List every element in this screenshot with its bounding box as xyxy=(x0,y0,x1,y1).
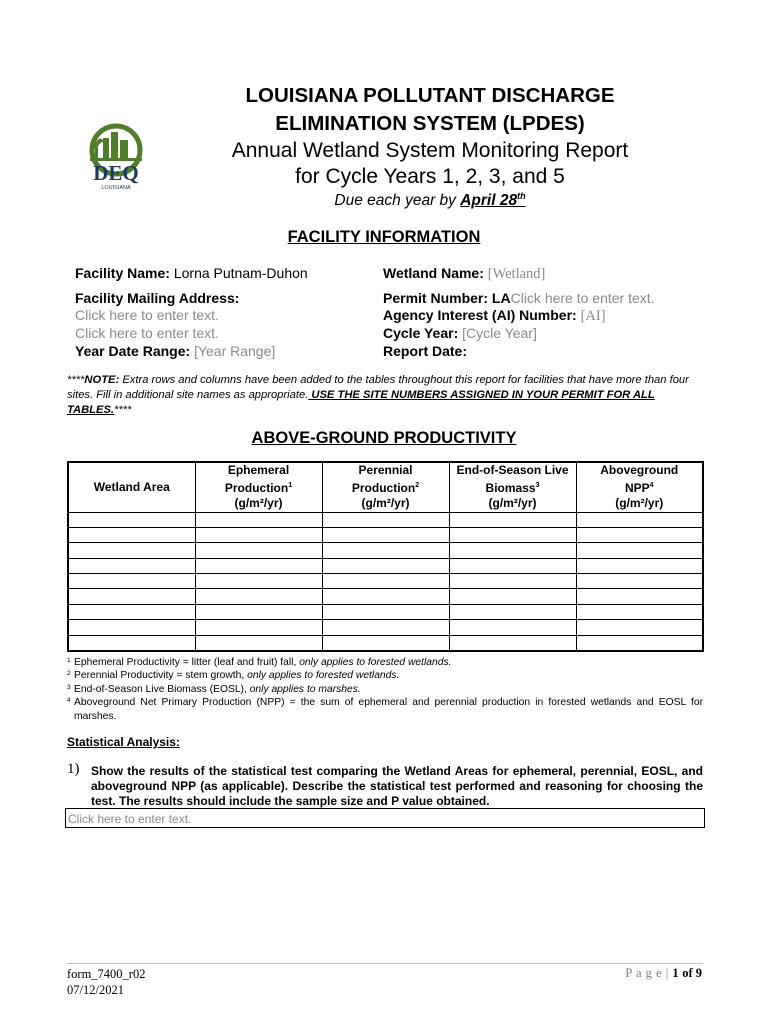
column-header-2: Perennial Production$^2$ (g/m²/yr) xyxy=(322,462,449,512)
statistical-analysis-heading: Statistical Analysis: xyxy=(67,735,180,749)
productivity-table xyxy=(67,461,704,652)
table-cell[interactable] xyxy=(322,512,449,527)
table-cell[interactable] xyxy=(195,527,322,542)
question-1-number: 1) xyxy=(67,761,80,777)
logo-subtext: LOUISIANA xyxy=(101,185,131,191)
table-cell[interactable] xyxy=(68,512,195,527)
table-cell[interactable] xyxy=(68,620,195,635)
wetland-name-label: Wetland Name: xyxy=(383,265,484,281)
table-cell[interactable] xyxy=(68,635,195,650)
table-cell[interactable] xyxy=(576,543,703,558)
table-cell[interactable] xyxy=(195,604,322,619)
table-cell[interactable] xyxy=(68,589,195,604)
table-row xyxy=(68,512,703,527)
cycle-year-row xyxy=(383,325,537,341)
question-1-text: Show the results of the statistical test comparing the Wetland Areas for ephemeral, perennial, EOSL, and aboveground NPP (as applicable). Describe the statistical test performed and reasoning for choosing the test. The results should include the sample size and P value obtained. xyxy=(91,764,703,809)
question-1-answer-field[interactable]: Click here to enter text. xyxy=(65,808,705,828)
year-range-label: Year Date Range: xyxy=(75,343,191,359)
table-row xyxy=(68,574,703,589)
facility-name-value[interactable]: Lorna Putnam-Duhon xyxy=(173,265,308,281)
table-cell[interactable] xyxy=(195,543,322,558)
tables-note: ****NOTE: Extra rows and columns have been added to the tables throughout this report for facilities that have more than four sites. Fill in additional site names as appropriate. USE THE SITE NUMBERS ASSIGNED IN YOUR PERMIT FOR ALL TABLES.**** xyxy=(67,374,689,416)
due-date: April 28th xyxy=(460,191,526,210)
table-body xyxy=(68,512,703,651)
page-current: 1 xyxy=(672,966,679,980)
permit-prefix: LA xyxy=(491,290,511,306)
footer-divider xyxy=(67,963,703,964)
column-header-0: Wetland Area xyxy=(68,462,195,512)
table-cell[interactable] xyxy=(195,558,322,573)
title-line-2: ELIMINATION SYSTEM (LPDES) xyxy=(275,112,585,135)
table-cell[interactable] xyxy=(322,527,449,542)
table-cell[interactable] xyxy=(449,620,576,635)
table-cell[interactable] xyxy=(576,635,703,650)
table-cell[interactable] xyxy=(449,512,576,527)
footnote-3: 3 End-of-Season Live Biomass (EOSL), only applies to marshes. xyxy=(67,683,361,695)
facility-name-row xyxy=(75,265,308,281)
table-cell[interactable] xyxy=(449,589,576,604)
table-cell[interactable] xyxy=(322,620,449,635)
permit-number-field[interactable]: Click here to enter text. xyxy=(510,290,655,306)
table-cell[interactable] xyxy=(322,635,449,650)
footnote-1: 1 Ephemeral Productivity = litter (leaf and fruit) fall, only applies to forested wetlands. xyxy=(67,657,452,668)
page-number: P a g e | 1 of 9 xyxy=(625,966,702,980)
table-cell[interactable] xyxy=(576,620,703,635)
table-row xyxy=(68,543,703,558)
table-cell[interactable] xyxy=(322,574,449,589)
cycle-year-field[interactable]: [Cycle Year] xyxy=(462,325,537,341)
table-cell[interactable] xyxy=(322,558,449,573)
table-cell[interactable] xyxy=(322,543,449,558)
wetland-name-row xyxy=(383,265,545,283)
table-row xyxy=(68,620,703,635)
table-cell[interactable] xyxy=(576,604,703,619)
column-header-4: Aboveground NPP$^4$ (g/m²/yr) xyxy=(576,462,703,512)
table-cell[interactable] xyxy=(449,527,576,542)
title-line-1: LOUISIANA POLLUTANT DISCHARGE xyxy=(245,84,615,107)
logo-text: DEQ xyxy=(93,161,139,185)
permit-number-label: Permit Number: xyxy=(383,290,489,306)
table-cell[interactable] xyxy=(449,574,576,589)
page-total: of 9 xyxy=(682,966,702,980)
table-cell[interactable] xyxy=(576,574,703,589)
form-id: form_7400_r02 07/12/2021 xyxy=(67,967,146,997)
table-cell[interactable] xyxy=(576,589,703,604)
table-header-row xyxy=(68,462,703,512)
above-ground-productivity-heading: ABOVE-GROUND PRODUCTIVITY xyxy=(251,429,517,447)
deq-logo xyxy=(80,120,152,192)
table-cell[interactable] xyxy=(195,589,322,604)
table-cell[interactable] xyxy=(68,543,195,558)
year-range-field[interactable]: [Year Range] xyxy=(194,343,276,359)
due-date-line: Due each year by April 28th xyxy=(334,191,526,210)
footnote-4: 4 Aboveground Net Primary Production (NPP) = the sum of ephemeral and perennial production in forested wetlands and EOSL for marshes. xyxy=(67,697,703,722)
table-cell[interactable] xyxy=(322,604,449,619)
footnote-2: 2 Perennial Productivity = stem growth, only applies to forested wetlands. xyxy=(67,670,400,682)
mailing-address-line-1[interactable]: Click here to enter text. xyxy=(75,307,219,323)
table-cell[interactable] xyxy=(68,527,195,542)
subtitle-line-2: for Cycle Years 1, 2, 3, and 5 xyxy=(295,165,565,188)
table-cell[interactable] xyxy=(195,635,322,650)
table-cell[interactable] xyxy=(68,558,195,573)
subtitle-line-1: Annual Wetland System Monitoring Report xyxy=(231,139,629,162)
table-row xyxy=(68,604,703,619)
wetland-name-field[interactable]: [Wetland] xyxy=(487,266,546,282)
table-row xyxy=(68,558,703,573)
column-header-3: End-of-Season Live Biomass$^3$ (g/m²/yr) xyxy=(449,462,576,512)
table-cell[interactable] xyxy=(195,574,322,589)
form-date: 07/12/2021 xyxy=(67,983,124,997)
report-date-row xyxy=(383,343,467,359)
facility-name-label: Facility Name: xyxy=(75,265,170,281)
permit-number-row xyxy=(383,290,655,306)
table-cell[interactable] xyxy=(68,604,195,619)
year-range-row xyxy=(75,343,275,359)
table-row xyxy=(68,589,703,604)
table-row xyxy=(68,527,703,542)
table-cell[interactable] xyxy=(322,589,449,604)
table-cell[interactable] xyxy=(449,543,576,558)
table-cell[interactable] xyxy=(576,558,703,573)
report-date-label: Report Date: xyxy=(383,343,468,359)
mailing-address-line-2[interactable]: Click here to enter text. xyxy=(75,325,219,341)
table-cell[interactable] xyxy=(195,512,322,527)
ai-number-field[interactable]: [AI] xyxy=(580,308,606,324)
table-cell[interactable] xyxy=(449,604,576,619)
ai-number-row xyxy=(383,307,606,325)
table-cell[interactable] xyxy=(195,620,322,635)
table-cell[interactable] xyxy=(576,527,703,542)
facility-info-heading: FACILITY INFORMATION xyxy=(287,228,481,246)
footnotes xyxy=(67,656,703,723)
table-cell[interactable] xyxy=(576,512,703,527)
ai-number-label: Agency Interest (AI) Number: xyxy=(383,307,577,323)
mailing-address-label: Facility Mailing Address: xyxy=(75,290,240,306)
table-row xyxy=(68,635,703,650)
table-cell[interactable] xyxy=(449,558,576,573)
cycle-year-label: Cycle Year: xyxy=(383,325,459,341)
table-cell[interactable] xyxy=(68,574,195,589)
column-header-1: Ephemeral Production$^1$ (g/m²/yr) xyxy=(195,462,322,512)
table-cell[interactable] xyxy=(449,635,576,650)
